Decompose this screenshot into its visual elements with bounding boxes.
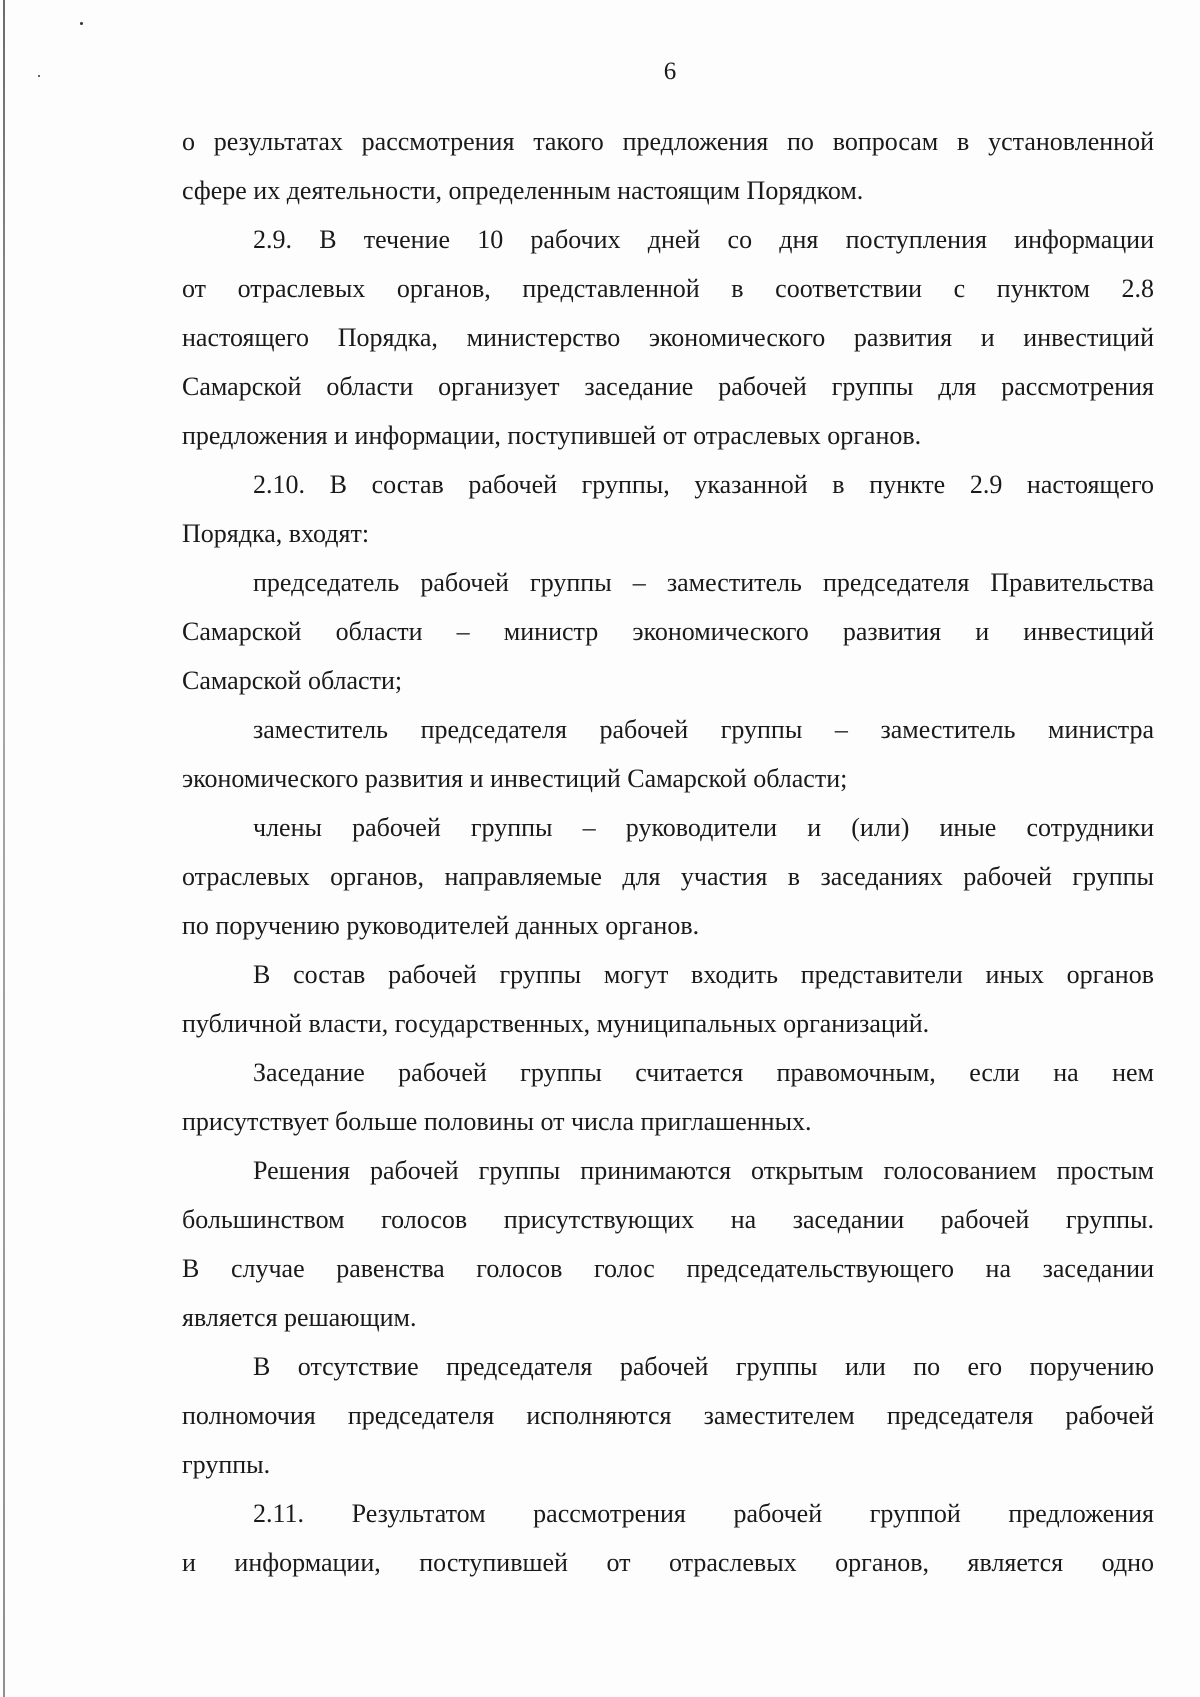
text-line-box [182,1244,1154,1293]
text-line: В отсутствие председателя рабочей группы или по его поручению [253,1352,1154,1381]
text-line-box [182,803,1154,852]
paragraph-members [182,803,1154,950]
text-line: предложения и информации, поступившей от отраслевых органов. [182,421,922,450]
text-line: сфере их деятельности, определенным настоящим Порядком. [182,176,864,205]
scan-speck [80,22,83,25]
text-line-box [182,509,1154,558]
text-line-box [182,1440,1154,1489]
paragraph-composition [182,950,1154,1048]
text-line-box [182,705,1154,754]
text-line-box [182,460,1154,509]
document-body [182,117,1154,1587]
text-line: и информации, поступившей от отраслевых органов, является одно [182,1548,1154,1577]
text-line-box [182,901,1154,950]
text-line-box [182,999,1154,1048]
text-line-box [182,264,1154,313]
text-line: Самарской области организует заседание рабочей группы для рассмотрения [182,372,1154,401]
scan-edge [3,0,5,1697]
text-line: Решения рабочей группы принимаются открытым голосованием простым [253,1156,1154,1185]
text-line: экономического развития и инвестиций Самарской области; [182,764,848,793]
text-line-box [182,1489,1154,1538]
text-line: члены рабочей группы – руководители и (или) иные сотрудники [253,813,1154,842]
text-line-box [182,1097,1154,1146]
text-line-box [182,166,1154,215]
text-line: публичной власти, государственных, муниципальных организаций. [182,1009,930,1038]
text-line-box [182,411,1154,460]
text-line-box [182,656,1154,705]
paragraph-quorum [182,1048,1154,1146]
text-line: полномочия председателя исполняются заместителем председателя рабочей [182,1401,1154,1430]
page-number: 6 [663,58,677,85]
text-line-box [182,852,1154,901]
text-line-box [182,754,1154,803]
text-line-box [182,1538,1154,1587]
text-line: отраслевых органов, направляемые для участия в заседаниях рабочей группы [182,862,1154,891]
text-line-box [182,1342,1154,1391]
text-line-box [182,313,1154,362]
text-line-box [182,558,1154,607]
text-line: группы. [182,1450,271,1479]
text-line: 2.10. В состав рабочей группы, указанной в пункте 2.9 настоящего [253,470,1154,499]
paragraph-deputy-chairman [182,705,1154,803]
paragraph-decisions [182,1146,1154,1342]
text-line: председатель рабочей группы – заместитель председателя Правительства [253,568,1154,597]
paragraph-chairman [182,558,1154,705]
text-line-box [182,607,1154,656]
text-line: Самарской области – министр экономического развития и инвестиций [182,617,1154,646]
paragraph-absence [182,1342,1154,1489]
paragraph-2-9 [182,215,1154,460]
text-line-box [182,362,1154,411]
text-line: Заседание рабочей группы считается правомочным, если на нем [253,1058,1154,1087]
text-line: В случае равенства голосов голос председательствующего на заседании [182,1254,1154,1283]
text-line-box [182,1048,1154,1097]
text-line: присутствует больше половины от числа приглашенных. [182,1107,812,1136]
text-line: заместитель председателя рабочей группы – заместитель министра [253,715,1154,744]
text-line-box [182,117,1154,166]
text-line: является решающим. [182,1303,417,1332]
paragraph [182,117,1154,215]
text-line: 2.11. Результатом рассмотрения рабочей группой предложения [253,1499,1154,1528]
text-line: от отраслевых органов, представленной в соответствии с пунктом 2.8 [182,274,1154,303]
text-line: по поручению руководителей данных органов. [182,911,700,940]
text-line-box [182,215,1154,264]
text-line: Порядка, входят: [182,519,370,548]
text-line: В состав рабочей группы могут входить представители иных органов [253,960,1154,989]
text-line-box [182,1195,1154,1244]
text-line-box [182,1391,1154,1440]
paragraph-2-10 [182,460,1154,558]
text-line: о результатах рассмотрения такого предложения по вопросам в установленной [182,127,1154,156]
text-line: Самарской области; [182,666,403,695]
text-line: 2.9. В течение 10 рабочих дней со дня поступления информации [253,225,1154,254]
text-line-box [182,1293,1154,1342]
text-line-box [182,1146,1154,1195]
text-line: большинством голосов присутствующих на заседании рабочей группы. [182,1205,1154,1234]
text-line-box [182,950,1154,999]
paragraph-2-11 [182,1489,1154,1587]
text-line: настоящего Порядка, министерство экономического развития и инвестиций [182,323,1154,352]
